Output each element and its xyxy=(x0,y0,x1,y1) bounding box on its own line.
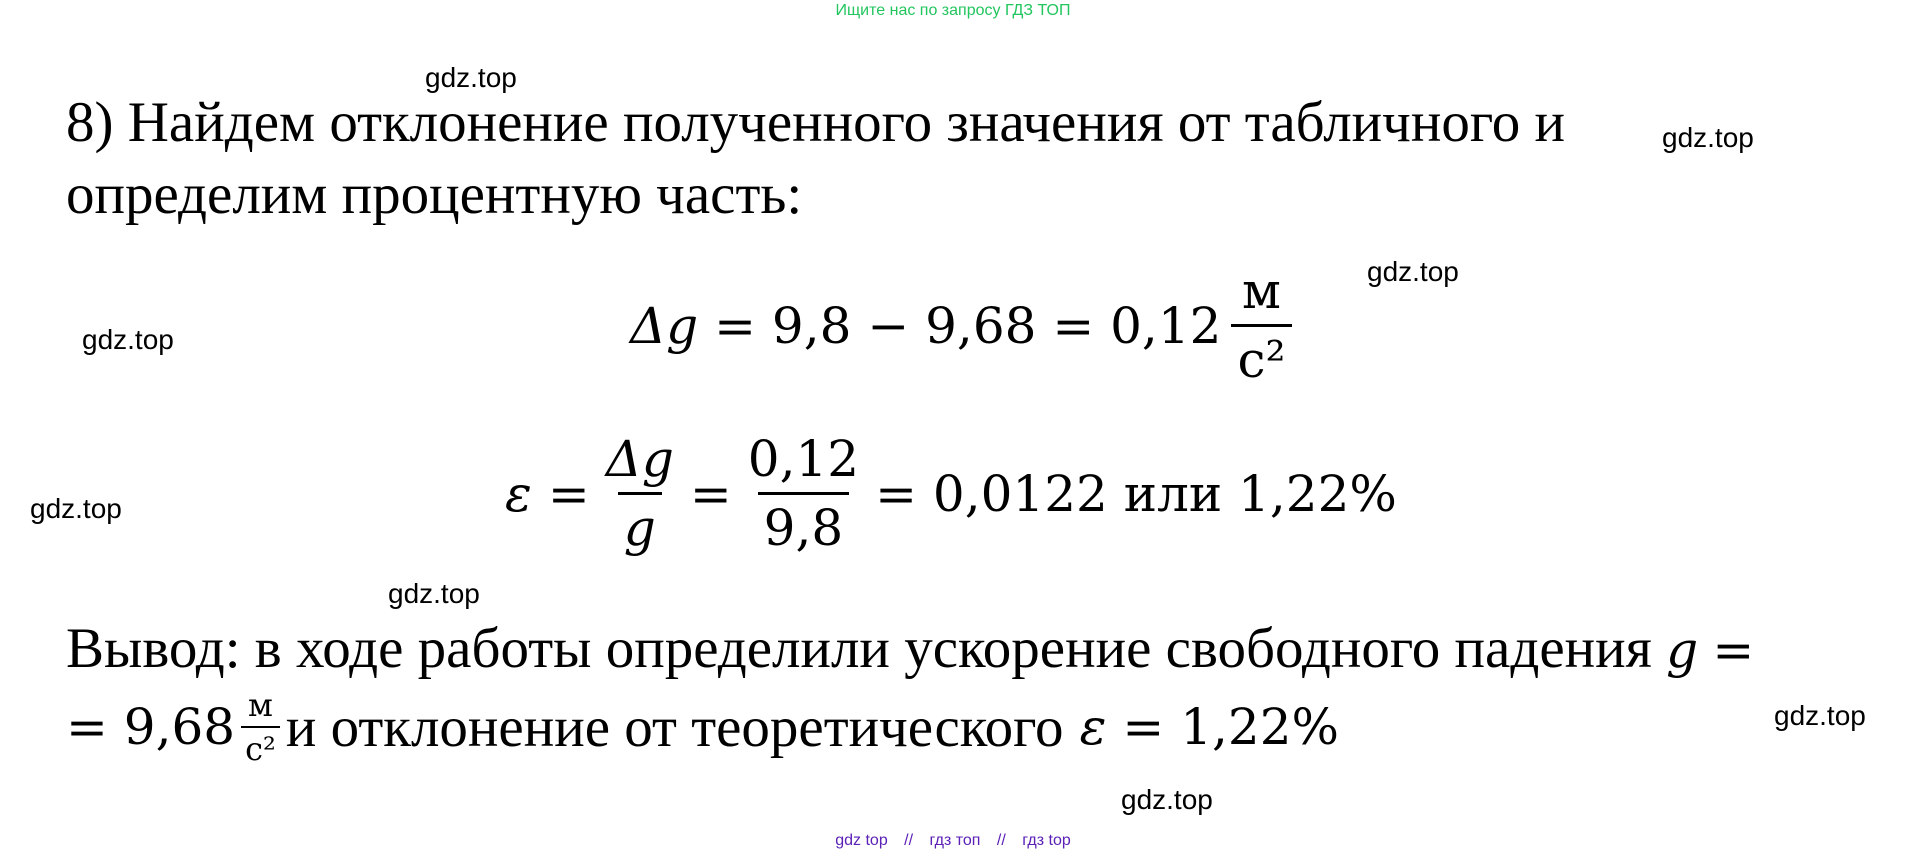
equation-epsilon xyxy=(505,430,1397,557)
value-denominator: 9,8 xyxy=(758,492,850,557)
watermark: gdz.top xyxy=(1662,122,1754,153)
step-line-1: 8) Найдем отклонение полученного значения от табличного и xyxy=(66,91,1566,154)
unit-denominator: с² xyxy=(1231,324,1291,389)
ratio-numerator: Δg xyxy=(605,430,674,488)
footer-link[interactable]: гдз топ xyxy=(929,832,981,849)
ratio-denominator: g xyxy=(618,492,662,557)
footer-link[interactable]: гдз top xyxy=(1022,832,1071,849)
watermark: gdz.top xyxy=(1121,784,1213,815)
epsilon-value: = 1,22% xyxy=(1122,698,1340,756)
delta-symbol: Δ xyxy=(630,296,667,355)
unit-fraction xyxy=(241,686,280,768)
equals-sign: = xyxy=(1712,621,1755,679)
watermark: gdz.top xyxy=(82,324,174,355)
unit-numerator: м xyxy=(248,686,273,724)
epsilon-symbol: ε xyxy=(505,464,532,523)
conclusion-line-2 xyxy=(66,686,1339,768)
ratio-fraction xyxy=(600,430,680,557)
eq1-expression: = 9,8 − 9,68 = 0,12 xyxy=(714,296,1222,355)
conclusion-line-1 xyxy=(66,617,1755,680)
conclusion-text: Вывод: в ходе работы определили ускорение свободного падения xyxy=(66,617,1652,680)
eq2-result: = 0,0122 или 1,22% xyxy=(875,464,1397,523)
header-ad[interactable]: Ищите нас по запросу ГДЗ ТОП xyxy=(835,2,1071,19)
g-value: = 9,68 xyxy=(66,698,236,756)
value-numerator: 0,12 xyxy=(747,430,860,488)
footer-separator: // xyxy=(996,832,1006,849)
equals-sign: = xyxy=(689,464,732,523)
equation-delta-g xyxy=(630,262,1302,389)
watermark: gdz.top xyxy=(1367,256,1459,287)
watermark: gdz.top xyxy=(388,578,480,609)
footer-links xyxy=(0,832,1906,850)
watermark: gdz.top xyxy=(1774,700,1866,731)
footer-link[interactable]: gdz top xyxy=(835,832,888,849)
unit-denominator: с² xyxy=(241,726,280,768)
conclusion-text-2: и отклонение от теоретического xyxy=(285,695,1064,759)
unit-numerator: м xyxy=(1242,262,1281,320)
footer-separator: // xyxy=(904,832,914,849)
watermark: gdz.top xyxy=(425,62,517,93)
epsilon-symbol: ε xyxy=(1079,698,1107,756)
g-symbol: g xyxy=(666,296,699,355)
g-symbol: g xyxy=(1666,621,1699,679)
watermark: gdz.top xyxy=(30,493,122,524)
equals-sign: = xyxy=(547,464,590,523)
step-line-2: определим процентную часть: xyxy=(66,163,803,226)
unit-fraction xyxy=(1231,262,1291,389)
value-fraction xyxy=(742,430,865,557)
